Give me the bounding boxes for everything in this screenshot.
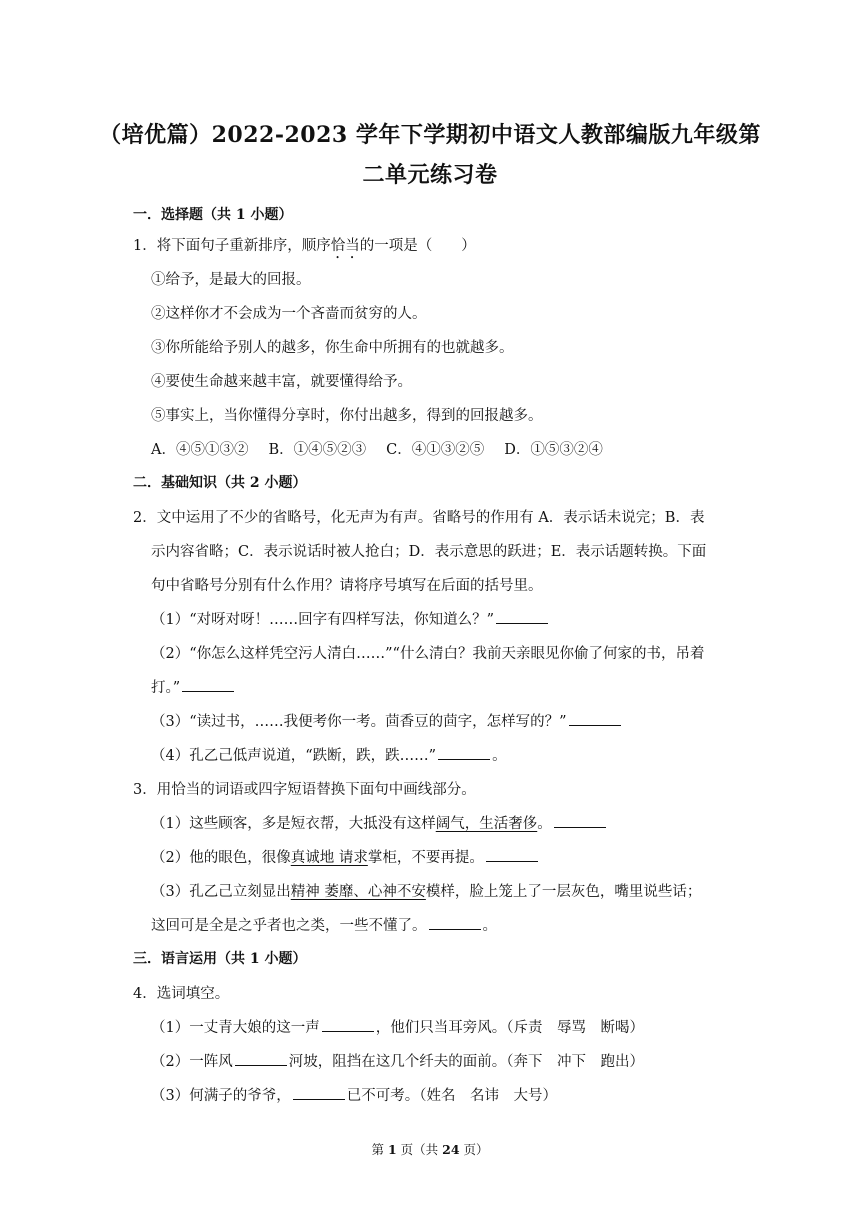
answer-blank[interactable] [293, 1085, 345, 1100]
q2-part-3 [151, 710, 623, 731]
q1-stem [133, 234, 476, 262]
answer-blank[interactable] [438, 745, 490, 760]
answer-blank[interactable] [554, 813, 606, 828]
q1-stem-emphasis: 恰当 [330, 238, 360, 254]
q1-sentence-5: ⑤事实上，当你懂得分享时，你付出越多，得到的回报越多。 [151, 408, 543, 424]
q3-part-3-line-2 [151, 914, 497, 935]
q1-option-c[interactable]: C．④①③②⑤ [386, 442, 485, 458]
q1-option-d[interactable]: D．①⑤③②④ [504, 442, 603, 458]
q2-stem-line-1: 2．文中运用了不少的省略号，化无声为有声。省略号的作用有 A．表示话未说完；B．表 [133, 510, 705, 526]
q4-stem: 4．选词填空。 [133, 986, 230, 1002]
section-heading-basics: 二．基础知识（共 2 小题） [133, 475, 307, 491]
q1-options [151, 438, 623, 459]
q3-part-1-post: 。 [537, 816, 552, 832]
q3-part-2 [151, 846, 540, 867]
answer-blank[interactable] [322, 1017, 374, 1032]
title-line-2: 二单元练习卷 [362, 162, 498, 188]
q4-part-1-pre: （1）一丈青大娘的这一声 [151, 1020, 320, 1036]
q1-sentence-1: ①给予，是最大的回报。 [151, 272, 311, 288]
q2-part-2-text: 打。” [151, 680, 181, 696]
q3-part-3 [151, 880, 701, 901]
footer-page-number: 1 [387, 1142, 397, 1157]
q3-part-3-pre: （3）孔乙己立刻显出 [151, 884, 291, 900]
footer-total-pages: 24 [442, 1142, 460, 1157]
q2-part-2-line-1: （2）“你怎么这样凭空污人清白……”“什么清白？我前天亲眼见你偷了何家的书，吊着 [151, 646, 705, 662]
q1-option-b[interactable]: B．①④⑤②③ [268, 442, 367, 458]
q3-part-3-end: 。 [482, 918, 497, 934]
q2-part-2-line-2 [151, 676, 236, 697]
footer-post: 页） [459, 1142, 489, 1157]
q4-part-3-pre: （3）何满子的爷爷， [151, 1088, 291, 1104]
answer-blank[interactable] [182, 677, 234, 692]
q3-part-3-line-2-text: 这回可是全是之乎者也之类，一些不懂了。 [151, 918, 427, 934]
q3-part-2-post: 掌柜，不要再提。 [367, 850, 484, 866]
q3-part-3-underlined: 精神 萎靡、心神不安 [290, 884, 426, 900]
q3-part-1 [151, 812, 608, 833]
q2-part-1 [151, 608, 550, 629]
q1-stem-post: 的一项是（ ） [359, 238, 476, 254]
q3-stem: 3．用恰当的词语或四字短语替换下面句中画线部分。 [133, 782, 476, 798]
q2-part-4-end: 。 [492, 748, 507, 764]
q4-part-2 [151, 1050, 644, 1071]
q1-sentence-3: ③你所能给予别人的越多，你生命中所拥有的也就越多。 [151, 340, 514, 356]
q2-part-3-text: （3）“读过书，……我便考你一考。茴香豆的茴字，怎样写的？” [151, 714, 567, 730]
answer-blank[interactable] [569, 711, 621, 726]
answer-blank[interactable] [429, 915, 481, 930]
q4-part-1 [151, 1016, 644, 1037]
footer-pre: 第 [371, 1142, 388, 1157]
answer-blank[interactable] [486, 847, 538, 862]
page-footer [0, 1140, 860, 1158]
q2-part-4 [151, 744, 507, 765]
q3-part-1-pre: （1）这些顾客，多是短衣帮，大抵没有这样 [151, 816, 436, 832]
q1-sentence-4: ④要使生命越来越丰富，就要懂得给予。 [151, 374, 412, 390]
q1-sentence-2: ②这样你才不会成为一个吝啬而贫穷的人。 [151, 306, 427, 322]
answer-blank[interactable] [496, 609, 548, 624]
q3-part-2-pre: （2）他的眼色，很像 [151, 850, 291, 866]
section-heading-usage: 三．语言运用（共 1 小题） [133, 951, 307, 967]
q3-part-3-post: 模样，脸上笼上了一层灰色，嘴里说些话； [425, 884, 702, 900]
q4-part-2-pre: （2）一阵风 [151, 1054, 233, 1070]
footer-mid: 页（共 [396, 1142, 443, 1157]
q4-part-1-post: ，他们只当耳旁风。（斥责 辱骂 断喝） [375, 1020, 644, 1036]
q1-option-a[interactable]: A．④⑤①③② [151, 442, 249, 458]
q2-stem-line-3: 句中省略号分别有什么作用？请将序号填写在后面的括号里。 [151, 578, 543, 594]
q2-stem-line-2: 示内容省略；C．表示说话时被人抢白；D．表示意思的跃进；E．表示话题转换。下面 [151, 544, 707, 560]
q3-part-1-underlined: 阔气，生活奢侈 [435, 816, 538, 832]
section-heading-choice: 一．选择题（共 1 小题） [133, 207, 293, 223]
q2-part-4-text: （4）孔乙己低声说道，“跌断，跌，跌……” [151, 748, 437, 764]
q2-part-1-text: （1）“对呀对呀！……回字有四样写法，你知道么？” [151, 612, 495, 628]
q1-stem-pre: 1．将下面句子重新排序，顺序 [133, 238, 331, 254]
q3-part-2-underlined: 真诚地 请求 [290, 850, 368, 866]
q4-part-2-post: 河坡，阻挡在这几个纤夫的面前。（奔下 冲下 跑出） [288, 1054, 644, 1070]
q4-part-3-post: 已不可考。（姓名 名讳 大号） [346, 1088, 557, 1104]
q4-part-3 [151, 1084, 557, 1105]
answer-blank[interactable] [235, 1051, 287, 1066]
title-line-1: （培优篇）2022-2023 学年下学期初中语文人教部编版九年级第 [99, 122, 761, 148]
